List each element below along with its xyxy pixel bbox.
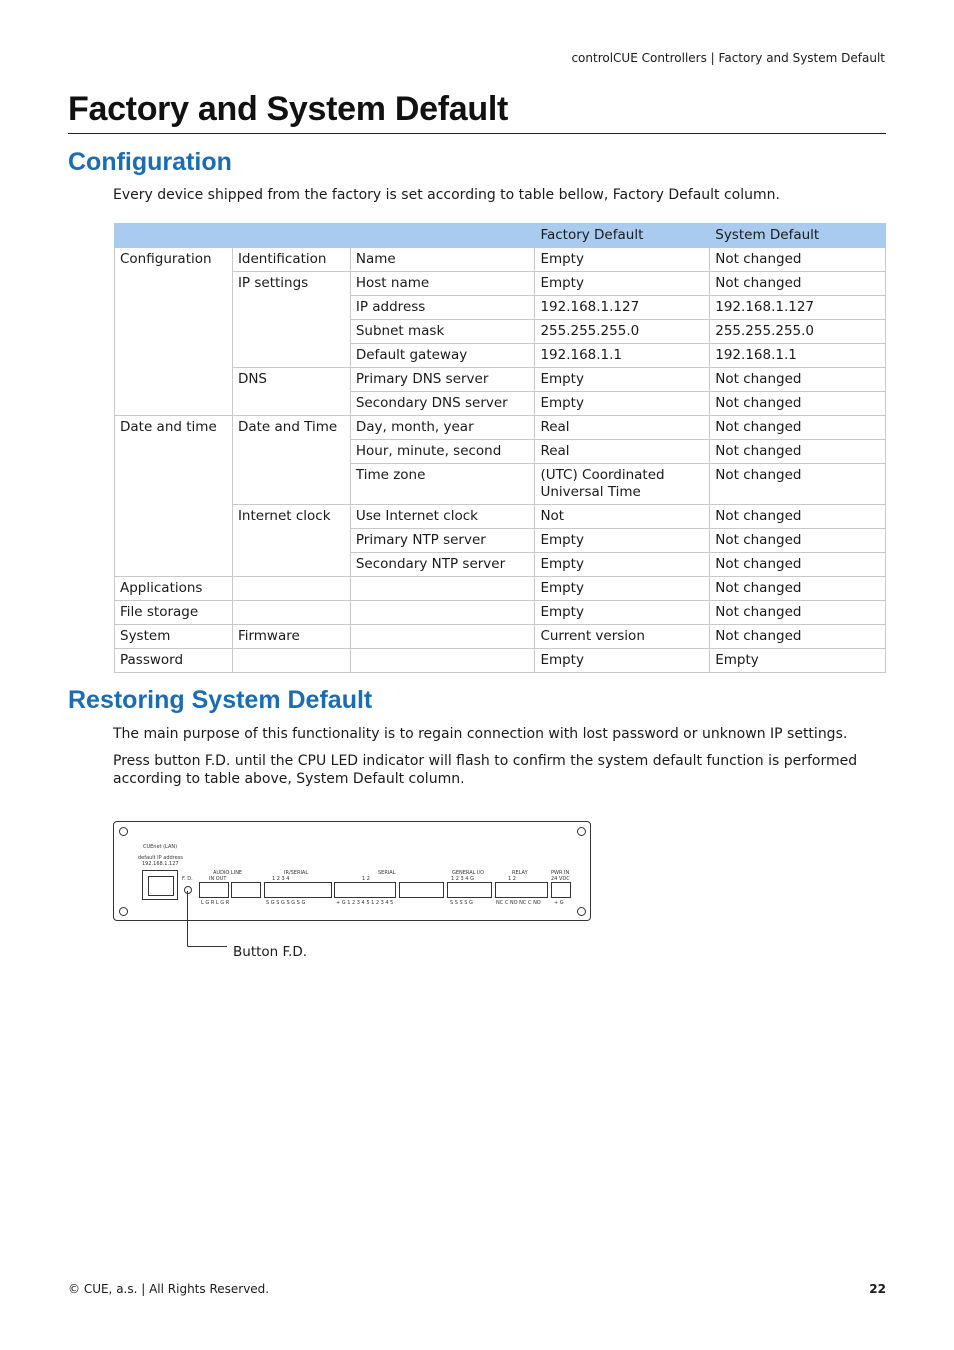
table-cell-category: System xyxy=(115,625,233,649)
terminal-block-icon xyxy=(551,882,571,898)
table-cell-system: Not changed xyxy=(710,368,886,392)
table-cell-factory: Empty xyxy=(535,392,710,416)
callout-line xyxy=(187,946,227,947)
section-title: IR/SERIAL xyxy=(284,870,309,876)
section-sub: 1 2 3 4 G xyxy=(451,876,474,882)
section-pins: + G xyxy=(554,900,564,906)
table-cell-factory: Empty xyxy=(535,649,710,673)
terminal-block-icon xyxy=(199,882,229,898)
table-cell-system: Empty xyxy=(710,649,886,673)
table-cell-system: Not changed xyxy=(710,248,886,272)
table-cell-system: Not changed xyxy=(710,272,886,296)
table-cell-factory: Empty xyxy=(535,248,710,272)
restoring-para-2: Press button F.D. until the CPU LED indicator will flash to confirm the system default function is performed according to table above, System Default column. xyxy=(113,753,858,787)
table-cell-group: Date and Time xyxy=(232,416,350,505)
table-cell-system: 255.255.255.0 xyxy=(710,320,886,344)
table-cell-setting: Primary NTP server xyxy=(350,529,535,553)
table-cell-setting: Use Internet clock xyxy=(350,505,535,529)
restoring-para-1: The main purpose of this functionality is to regain connection with lost password or unknown IP settings. xyxy=(113,726,848,742)
table-cell-system: 192.168.1.1 xyxy=(710,344,886,368)
table-cell-setting xyxy=(350,649,535,673)
table-cell-setting: Default gateway xyxy=(350,344,535,368)
table-cell-factory: Empty xyxy=(535,529,710,553)
title-divider xyxy=(68,133,886,134)
table-cell-system: Not changed xyxy=(710,392,886,416)
page-title: Factory and System Default xyxy=(68,90,508,128)
callout-label: Button F.D. xyxy=(233,944,308,960)
table-cell-factory: Empty xyxy=(535,272,710,296)
table-cell-factory: 192.168.1.1 xyxy=(535,344,710,368)
table-cell-factory: (UTC) Coordinated Universal Time xyxy=(535,464,710,505)
table-cell-group: Firmware xyxy=(232,625,350,649)
table-cell-group: IP settings xyxy=(232,272,350,368)
section-sub: 1 2 xyxy=(362,876,370,882)
table-cell-category: Password xyxy=(115,649,233,673)
table-cell-system: 192.168.1.127 xyxy=(710,296,886,320)
table-cell-system: Not changed xyxy=(710,505,886,529)
table-cell-setting: IP address xyxy=(350,296,535,320)
terminal-block-icon xyxy=(264,882,332,898)
table-cell-system: Not changed xyxy=(710,553,886,577)
section-title: SERIAL xyxy=(378,870,396,876)
section-title: GENERAL I/O xyxy=(452,870,485,876)
page-number: 22 xyxy=(869,1282,886,1296)
table-cell-factory: 192.168.1.127 xyxy=(535,296,710,320)
table-row xyxy=(115,577,886,601)
table-cell-category: Date and time xyxy=(115,416,233,577)
defaults-table xyxy=(114,223,886,673)
table-cell-factory: 255.255.255.0 xyxy=(535,320,710,344)
section-title: PWR IN xyxy=(551,870,570,876)
section-pins: S G S G S G S G xyxy=(266,900,306,906)
table-row xyxy=(115,248,886,272)
table-cell-factory: Empty xyxy=(535,553,710,577)
fd-label: F. D. xyxy=(182,876,193,882)
table-cell-factory: Empty xyxy=(535,577,710,601)
table-cell-group xyxy=(232,649,350,673)
terminal-block-icon xyxy=(334,882,396,898)
screw-icon xyxy=(119,827,128,836)
terminal-block-icon xyxy=(495,882,548,898)
table-cell-system: Not changed xyxy=(710,577,886,601)
section-sub: 1 2 3 4 xyxy=(272,876,290,882)
section-sub: 1 2 xyxy=(508,876,516,882)
section-pins: NC C NO NC C NO xyxy=(496,900,541,906)
table-row xyxy=(115,601,886,625)
table-cell-setting: Primary DNS server xyxy=(350,368,535,392)
ethernet-port-icon xyxy=(142,870,178,900)
table-cell-system: Not changed xyxy=(710,416,886,440)
table-cell-system: Not changed xyxy=(710,529,886,553)
table-cell-group xyxy=(232,577,350,601)
table-row xyxy=(115,649,886,673)
section-pins: + G 1 2 3 4 5 1 2 3 4 5 xyxy=(336,900,394,906)
table-cell-system: Not changed xyxy=(710,440,886,464)
table-cell-setting: Name xyxy=(350,248,535,272)
table-header-system: System Default xyxy=(710,224,886,248)
section-heading-restoring: Restoring System Default xyxy=(68,686,373,714)
callout-line xyxy=(187,891,188,946)
table-cell-factory: Current version xyxy=(535,625,710,649)
footer-copyright: © CUE, a.s. | All Rights Reserved. xyxy=(68,1282,270,1296)
table-cell-setting xyxy=(350,625,535,649)
table-cell-category: Configuration xyxy=(115,248,233,416)
table-cell-system: Not changed xyxy=(710,601,886,625)
table-cell-category: File storage xyxy=(115,601,233,625)
section-pins: S S S S G xyxy=(450,900,473,906)
table-cell-setting xyxy=(350,577,535,601)
section-title: RELAY xyxy=(512,870,528,876)
ip-caption: default IP address xyxy=(138,855,183,861)
section-title: AUDIO LINE xyxy=(213,870,243,876)
table-cell-setting: Secondary NTP server xyxy=(350,553,535,577)
table-cell-category: Applications xyxy=(115,577,233,601)
table-cell-setting: Subnet mask xyxy=(350,320,535,344)
running-header: controlCUE Controllers | Factory and System Default xyxy=(571,51,885,65)
table-cell-factory: Real xyxy=(535,440,710,464)
table-cell-setting xyxy=(350,601,535,625)
table-cell-setting: Time zone xyxy=(350,464,535,505)
screw-icon xyxy=(577,827,586,836)
table-cell-group: Internet clock xyxy=(232,505,350,577)
controller-rear-panel-diagram xyxy=(113,821,591,921)
table-cell-factory: Not xyxy=(535,505,710,529)
table-cell-group: Identification xyxy=(232,248,350,272)
terminal-block-icon xyxy=(231,882,261,898)
table-cell-group xyxy=(232,601,350,625)
table-cell-factory: Empty xyxy=(535,368,710,392)
section-sub: 24 VDC xyxy=(551,876,570,882)
terminal-block-icon xyxy=(399,882,444,898)
table-cell-setting: Secondary DNS server xyxy=(350,392,535,416)
table-header-row xyxy=(115,224,886,248)
section-pins: L G R L G R xyxy=(201,900,230,906)
table-cell-setting: Day, month, year xyxy=(350,416,535,440)
configuration-intro: Every device shipped from the factory is set according to table bellow, Factory Default column. xyxy=(113,187,780,203)
table-cell-factory: Empty xyxy=(535,601,710,625)
lan-label: CUEnet (LAN) xyxy=(143,844,178,850)
screw-icon xyxy=(577,907,586,916)
table-cell-factory: Real xyxy=(535,416,710,440)
screw-icon xyxy=(119,907,128,916)
table-cell-group: DNS xyxy=(232,368,350,416)
table-row xyxy=(115,416,886,440)
factory-default-button[interactable] xyxy=(184,886,192,894)
ip-value: 192.168.1.127 xyxy=(142,861,179,867)
section-heading-configuration: Configuration xyxy=(68,148,232,176)
terminal-block-icon xyxy=(447,882,492,898)
table-cell-setting: Host name xyxy=(350,272,535,296)
table-header-factory: Factory Default xyxy=(535,224,710,248)
table-cell-system: Not changed xyxy=(710,464,886,505)
table-row xyxy=(115,625,886,649)
table-cell-setting: Hour, minute, second xyxy=(350,440,535,464)
section-sub: IN OUT xyxy=(209,876,227,882)
table-header-blank xyxy=(115,224,535,248)
table-cell-system: Not changed xyxy=(710,625,886,649)
